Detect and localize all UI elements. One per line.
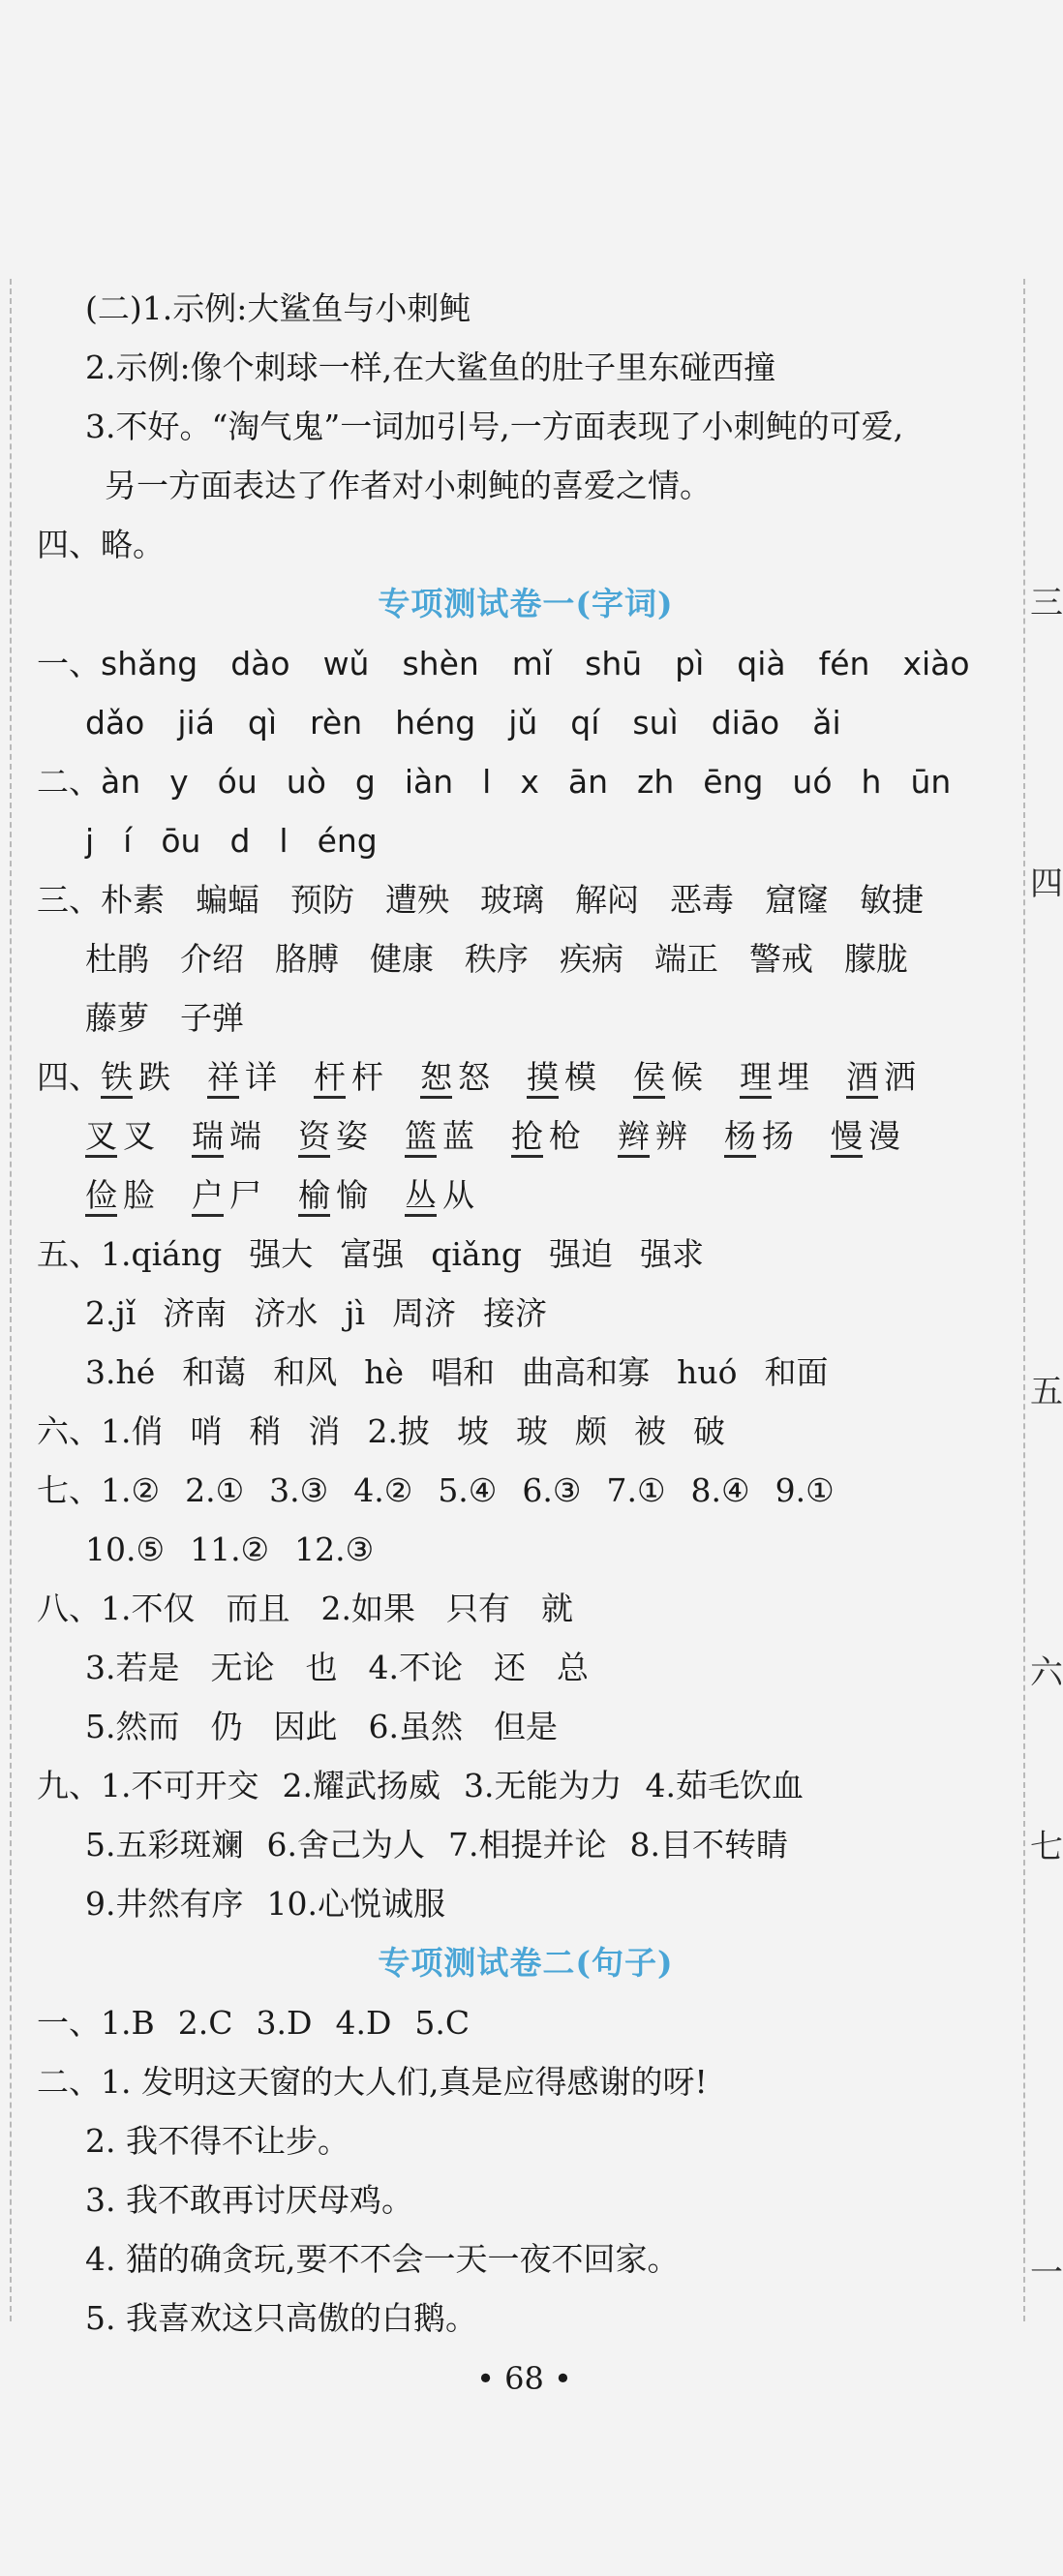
answer-item: ūn (910, 763, 952, 801)
answer-item: 颇 (575, 1412, 607, 1450)
paired-char: 辨 (655, 1117, 687, 1155)
answer-item: hè (364, 1353, 405, 1391)
answer-line: 四、略。 (37, 526, 165, 563)
answer-item: 9.① (774, 1471, 835, 1509)
paired-char: 详 (245, 1058, 277, 1096)
answer-line-t2-s2-4 (37, 2229, 1015, 2288)
adjacent-page-fragment: 六 (1030, 1653, 1063, 1692)
word-row (85, 1294, 574, 1332)
answer-item: 2.① (185, 1471, 245, 1509)
answer-item: 恶毒 (670, 881, 734, 919)
answer-item: 1.qiáng (101, 1235, 223, 1273)
page-number: • 68 • (476, 2360, 572, 2397)
paired-char: 跌 (138, 1058, 170, 1096)
answer-line-s8-1 (37, 1579, 1015, 1638)
answer-item: óu (217, 763, 258, 801)
answer-item: qiǎng (431, 1235, 522, 1273)
pinyin-row (101, 763, 980, 801)
answer-item: 接济 (483, 1294, 548, 1332)
answer-item: h (861, 763, 882, 801)
pinyin-row (85, 822, 407, 860)
answer-item: 破 (693, 1412, 725, 1450)
char-pair (85, 1166, 155, 1225)
char-pair-row (101, 1058, 953, 1096)
sentence: 2. 我不得不让步。 (85, 2122, 349, 2160)
answer-item: 朦胧 (844, 940, 908, 978)
answer-item: qí (570, 704, 600, 742)
paired-char: 尸 (229, 1176, 261, 1214)
answer-item: 4.茹毛饮血 (645, 1767, 804, 1804)
section-label: 四、 (37, 1058, 101, 1096)
answer-item: 蝙蝠 (196, 881, 259, 919)
char-pair (846, 1047, 916, 1106)
section-heading: 专项测试卷二(句子) (378, 1944, 674, 1982)
underlined-char: 资 (298, 1117, 330, 1158)
answer-line-s5-1 (37, 1225, 1015, 1284)
answer-item: 4.② (353, 1471, 413, 1509)
word-row (85, 999, 275, 1037)
adjacent-page-fragment: 五 (1030, 1373, 1063, 1411)
answer-item: 而且 (226, 1590, 290, 1627)
answer-item: uó (792, 763, 833, 801)
word-row (101, 1412, 752, 1450)
answer-item: 遭殃 (385, 881, 449, 919)
paired-char: 漫 (868, 1117, 900, 1155)
underlined-char: 丛 (405, 1176, 437, 1217)
answer-item: àn (101, 763, 141, 801)
answer-line-s8-2 (37, 1638, 1015, 1697)
section-label: 二、 (37, 763, 101, 801)
answer-item: 胳膊 (275, 940, 339, 978)
paired-char: 怒 (458, 1058, 490, 1096)
answer-item: suì (632, 704, 679, 742)
char-pair (740, 1047, 809, 1106)
answer-item: 3.若是 (85, 1649, 180, 1686)
answer-item: ēng (703, 763, 764, 801)
answer-line-s8-3 (37, 1697, 1015, 1756)
char-pair (207, 1047, 277, 1106)
word-row (85, 940, 939, 978)
answer-item: 强大 (249, 1235, 314, 1273)
char-pair (405, 1166, 474, 1225)
answer-item: héng (395, 704, 476, 742)
answer-item: 藤萝 (85, 999, 149, 1037)
answer-item: iàn (404, 763, 454, 801)
paired-char: 杆 (351, 1058, 383, 1096)
answer-item: 玻璃 (480, 881, 544, 919)
adjacent-page-fragment: 七 (1030, 1828, 1063, 1866)
answer-line-t2-s2-2 (37, 2111, 1015, 2170)
answer-item: 解闷 (575, 881, 639, 919)
answer-item: 11.② (190, 1530, 270, 1568)
char-pair (511, 1106, 581, 1166)
answer-item: zh (637, 763, 675, 801)
char-pair (527, 1047, 596, 1106)
answer-item: 4.D (335, 2004, 392, 2042)
answer-item: 3.D (256, 2004, 313, 2042)
left-margin-dashed-line (10, 279, 12, 2321)
answer-item: shǎng (101, 645, 198, 682)
word-row (85, 1353, 855, 1391)
answer-item: huó (677, 1353, 738, 1391)
underlined-char: 榆 (298, 1176, 330, 1217)
answer-line-t2-s1 (37, 1993, 1015, 2052)
answer-line-s7-1 (37, 1461, 1015, 1520)
answer-item: 2.jǐ (85, 1294, 137, 1332)
answer-line-s6-1 (37, 1402, 1015, 1461)
section-label: 六、 (37, 1412, 101, 1450)
right-margin-dashed-line (1023, 279, 1025, 2321)
underlined-char: 俭 (85, 1176, 117, 1217)
pinyin-row (101, 645, 1003, 682)
answer-item: 4.不论 (368, 1649, 463, 1686)
answer-item: 5.④ (438, 1471, 498, 1509)
answer-item: 子弹 (180, 999, 244, 1037)
char-pair-row (85, 1176, 511, 1214)
answer-item: 9.井然有序 (85, 1885, 244, 1923)
answer-item: 玻 (516, 1412, 548, 1450)
answer-item: 10.⑤ (85, 1530, 166, 1568)
answer-item: 5.C (414, 2004, 471, 2042)
answer-line-s7-2 (37, 1520, 1015, 1579)
answer-item: d (229, 822, 251, 860)
answer-line-s9-1 (37, 1756, 1015, 1815)
answer-item: 6.③ (522, 1471, 582, 1509)
answer-item: 7.相提并论 (448, 1826, 607, 1864)
paired-char: 候 (671, 1058, 703, 1096)
answer-line-t2-s2-1 (37, 2052, 1015, 2111)
answer-item: 1.不可开交 (101, 1767, 259, 1804)
underlined-char: 瑞 (192, 1117, 224, 1158)
section-label: 一、 (37, 2004, 101, 2042)
answer-item: 5.五彩斑斓 (85, 1826, 244, 1864)
answer-item: 疾病 (560, 940, 623, 978)
paired-char: 洒 (884, 1058, 916, 1096)
answer-line-t2-s2-3 (37, 2170, 1015, 2229)
answer-item: 10.心悦诚服 (266, 1885, 445, 1923)
underlined-char: 祥 (207, 1058, 239, 1099)
answer-line: 另一方面表达了作者对小刺鲀的喜爱之情。 (105, 467, 712, 504)
answer-item: xiào (902, 645, 970, 682)
answer-item: y (169, 763, 189, 801)
answer-line-s9-2 (37, 1815, 1015, 1874)
underlined-char: 慢 (831, 1117, 863, 1158)
answer-line-s9-3 (37, 1874, 1015, 1933)
answer-item: 2.如果 (320, 1590, 415, 1627)
answer-item: l (482, 763, 492, 801)
answer-item: 1.B (101, 2004, 155, 2042)
answer-item: j (85, 822, 95, 860)
word-row (101, 1235, 731, 1273)
underlined-char: 叉 (85, 1117, 117, 1158)
paired-char: 端 (229, 1117, 261, 1155)
answer-line: 3.不好。“淘气鬼”一词加引号,一方面表现了小刺鲀的可爱, (85, 408, 904, 445)
word-row (85, 1826, 811, 1864)
answer-item: 无论 (210, 1649, 275, 1686)
answer-line-s2-1 (37, 752, 1015, 811)
answer-item: shū (585, 645, 643, 682)
char-pair (633, 1047, 703, 1106)
answer-line-s4-3 (37, 1166, 1015, 1225)
pinyin-row (85, 704, 874, 742)
answer-item: 总 (557, 1649, 589, 1686)
answer-item: 稍 (249, 1412, 282, 1450)
answer-item: 强迫 (548, 1235, 613, 1273)
char-pair (618, 1106, 687, 1166)
paired-char: 枪 (549, 1117, 581, 1155)
answer-item: 也 (305, 1649, 338, 1686)
answer-item: 2.耀武扬威 (282, 1767, 440, 1804)
answer-item: uò (286, 763, 326, 801)
answer-line-s3-3 (37, 988, 1015, 1047)
answer-line-s4-2 (37, 1106, 1015, 1166)
section-heading: 专项测试卷一(字词) (378, 585, 674, 622)
paired-char: 姿 (336, 1117, 368, 1155)
answer-item: 坡 (457, 1412, 489, 1450)
char-pair-row (85, 1117, 937, 1155)
char-pair (101, 1047, 170, 1106)
answer-item: 强求 (639, 1235, 704, 1273)
answer-item: 3.hé (85, 1353, 156, 1391)
answer-line: 2.示例:像个刺球一样,在大鲨鱼的肚子里东碰西撞 (85, 349, 776, 386)
answer-item: fén (818, 645, 870, 682)
answer-item: 但是 (494, 1708, 558, 1745)
char-pair (192, 1106, 261, 1166)
answer-item: 3.③ (269, 1471, 329, 1509)
answer-item: 朴素 (101, 881, 165, 919)
answer-item: 6.舍己为人 (266, 1826, 425, 1864)
answer-item: x (520, 763, 539, 801)
answer-line-s5-2 (37, 1284, 1015, 1343)
answer-line-t2-s2-5 (37, 2288, 1015, 2348)
answer-item: 济南 (163, 1294, 228, 1332)
sentence: 1. 发明这天窗的大人们,真是应得感谢的呀! (101, 2063, 708, 2101)
section-label: 七、 (37, 1471, 101, 1509)
answer-item: 端正 (654, 940, 718, 978)
underlined-char: 抢 (511, 1117, 543, 1158)
underlined-char: 杆 (314, 1058, 346, 1099)
underlined-char: 侯 (633, 1058, 665, 1099)
answer-item: 窟窿 (765, 881, 829, 919)
answer-item: 1.俏 (101, 1412, 164, 1450)
answer-item: 仍 (210, 1708, 243, 1745)
answer-item: 健康 (370, 940, 434, 978)
answer-item: éng (317, 822, 378, 860)
answer-item: rèn (310, 704, 363, 742)
section-label: 五、 (37, 1235, 101, 1273)
char-pair (298, 1166, 368, 1225)
answer-item: 预防 (290, 881, 354, 919)
underlined-char: 辫 (618, 1117, 650, 1158)
answer-item: wǔ (322, 645, 370, 682)
answer-line-s4-1 (37, 1047, 1015, 1106)
answer-line-s3-1 (37, 870, 1015, 929)
answer-item: mǐ (511, 645, 553, 682)
answer-item: 12.③ (294, 1530, 375, 1568)
word-row (85, 1530, 399, 1568)
paired-char: 蓝 (442, 1117, 474, 1155)
paired-char: 脸 (123, 1176, 155, 1214)
answer-item: l (279, 822, 289, 860)
underlined-char: 户 (192, 1176, 224, 1217)
answer-item: 2.C (177, 2004, 233, 2042)
underlined-char: 摸 (527, 1058, 559, 1099)
char-pair (420, 1047, 490, 1106)
answer-item: qì (247, 704, 278, 742)
underlined-char: 铁 (101, 1058, 133, 1099)
answer-item: 介绍 (180, 940, 244, 978)
word-row (101, 1767, 827, 1804)
sentence: 4. 猫的确贪玩,要不不会一天一夜不回家。 (85, 2240, 680, 2278)
answer-item: diāo (711, 704, 780, 742)
underlined-char: 恕 (420, 1058, 452, 1099)
answer-item: í (123, 822, 133, 860)
answer-item: 唱和 (431, 1353, 496, 1391)
answer-item: 只有 (446, 1590, 510, 1627)
char-pair (405, 1106, 474, 1166)
section-label: 一、 (37, 645, 101, 682)
paired-char: 叉 (123, 1117, 155, 1155)
char-pair (85, 1106, 155, 1166)
paired-char: 愉 (336, 1176, 368, 1214)
answer-item: ōu (161, 822, 201, 860)
underlined-char: 理 (740, 1058, 772, 1099)
word-row (101, 1471, 860, 1509)
word-row (85, 1885, 469, 1923)
answer-item: dào (230, 645, 290, 682)
answer-line-s3-2 (37, 929, 1015, 988)
answer-item: 秩序 (465, 940, 529, 978)
answer-item: 还 (494, 1649, 526, 1686)
paired-char: 从 (442, 1176, 474, 1214)
char-pair (831, 1106, 900, 1166)
section-label: 八、 (37, 1590, 101, 1627)
answer-item: 富强 (340, 1235, 405, 1273)
char-pair (314, 1047, 383, 1106)
answer-item: ān (567, 763, 608, 801)
answer-item: 6.虽然 (368, 1708, 463, 1745)
answer-item: 8.目不转睛 (629, 1826, 788, 1864)
answer-item: 哨 (190, 1412, 223, 1450)
sentence: 3. 我不敢再讨厌母鸡。 (85, 2181, 413, 2219)
answer-item: qià (737, 645, 786, 682)
char-pair (192, 1166, 261, 1225)
answer-item: 1.不仅 (101, 1590, 196, 1627)
word-row (85, 1649, 620, 1686)
word-row (101, 2004, 493, 2042)
sentence: 5. 我喜欢这只高傲的白鹅。 (85, 2299, 477, 2337)
word-row (85, 1708, 589, 1745)
underlined-char: 篮 (405, 1117, 437, 1158)
adjacent-page-fragment: 一 (1030, 2254, 1063, 2292)
answer-item: 周济 (392, 1294, 457, 1332)
paired-char: 埋 (777, 1058, 809, 1096)
answer-item: 7.① (606, 1471, 666, 1509)
answer-item: 和风 (273, 1353, 338, 1391)
answer-item: jiá (177, 704, 215, 742)
answer-item: 济水 (254, 1294, 319, 1332)
underlined-char: 酒 (846, 1058, 878, 1099)
answer-item: pì (675, 645, 705, 682)
answer-line: (二)1.示例:大鲨鱼与小刺鲀 (85, 289, 471, 327)
answer-item: jǔ (508, 704, 538, 742)
answer-line-s1-1 (37, 634, 1015, 693)
answer-item: 就 (541, 1590, 573, 1627)
answer-content (37, 279, 1015, 2348)
answer-item: dǎo (85, 704, 145, 742)
paired-char: 模 (564, 1058, 596, 1096)
char-pair (724, 1106, 794, 1166)
answer-item: 被 (634, 1412, 666, 1450)
answer-item: 2.披 (367, 1412, 430, 1450)
char-pair (298, 1106, 368, 1166)
answer-item: 5.然而 (85, 1708, 180, 1745)
answer-item: 警戒 (749, 940, 813, 978)
answer-item: 曲高和寡 (522, 1353, 651, 1391)
answer-line-s5-3 (37, 1343, 1015, 1402)
answer-item: 和蔼 (182, 1353, 247, 1391)
word-row (101, 881, 955, 919)
answer-item: 8.④ (690, 1471, 750, 1509)
answer-item: 3.无能为力 (464, 1767, 623, 1804)
answer-item: 1.② (101, 1471, 161, 1509)
section-label: 九、 (37, 1767, 101, 1804)
underlined-char: 杨 (724, 1117, 756, 1158)
answer-item: 因此 (273, 1708, 338, 1745)
adjacent-page-fragment: 四 (1030, 864, 1063, 903)
adjacent-page-fragment: 三 (1030, 584, 1063, 622)
section-label: 三、 (37, 881, 101, 919)
section-label: 二、 (37, 2063, 101, 2101)
answer-item: jì (345, 1294, 366, 1332)
answer-item: 杜鹃 (85, 940, 149, 978)
answer-item: 敏捷 (860, 881, 924, 919)
answer-line-s2-2 (37, 811, 1015, 870)
answer-item: g (354, 763, 376, 801)
paired-char: 扬 (762, 1117, 794, 1155)
answer-line-s1-2 (37, 693, 1015, 752)
answer-item: 和面 (764, 1353, 829, 1391)
word-row (101, 1590, 604, 1627)
answer-item: 消 (308, 1412, 341, 1450)
answer-item: ǎi (812, 704, 841, 742)
answer-item: shèn (402, 645, 479, 682)
